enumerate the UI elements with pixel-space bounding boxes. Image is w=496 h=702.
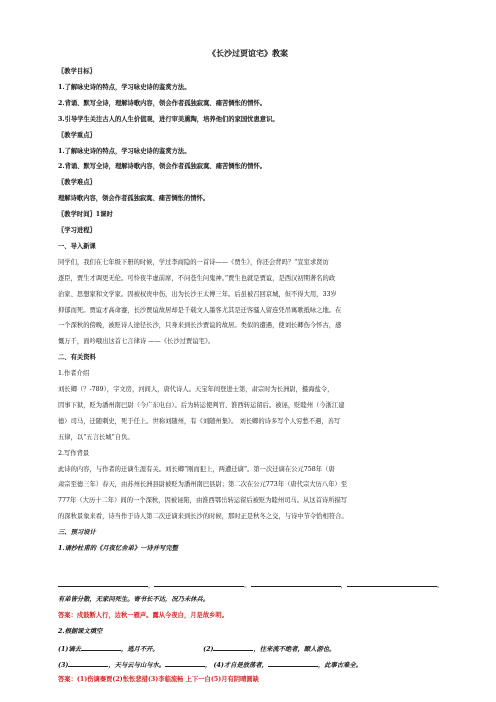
q2-item-1-text: ，逃月不开。 (120, 646, 159, 653)
answer-2: 答案：(1)伤谪秦贾(2)怅怅悲措(3)李临流畅 上下一白(5)月有阴晴圆缺 (58, 676, 259, 683)
q2-item-3-text: ，天与云与山与水。 (108, 662, 166, 669)
blank-separator: ， (340, 582, 347, 589)
text-line: 此诗的内容，与作者的迁谪生涯有关。刘长卿“刚而犯上，两遭迁谪”。第一次迁谪在公元758年（唐 (58, 465, 335, 473)
text-line: 五律，以“五言长城”自负。 (58, 433, 134, 441)
text-line: 2.背诵、默写全诗，理解诗歌内容，领会作者孤独寂寞、痛苦惆怅的情怀。 (58, 163, 267, 171)
text-line: 〖学习进程〗 (58, 227, 96, 234)
answer-1: 答案：戍鼓断人行，边秋一雁声。露从今夜白，月是故乡明。 (58, 612, 229, 619)
q2-item-3-sep: ， (205, 662, 212, 669)
text-line: 一、导入新课 (58, 242, 96, 250)
text-line: 慨万千，面吟哦出这首七言律诗 ——《长沙过贾谊宅》。 (58, 338, 215, 346)
fill-blank[interactable] (213, 644, 253, 651)
fill-blank[interactable] (165, 660, 205, 667)
text-line: 同学们，我们在七年级下册的时候，学过李商隐的一首诗——《贾生》，你还会背吗？“宣室求贤访 (58, 258, 329, 266)
text-line: 2.背诵、默写全诗，理解诗歌内容，领会作者孤独寂寞、痛苦惆怅的情怀。 (58, 99, 267, 107)
text-line: 1.了解咏史诗的特点，学习咏史诗的鉴赏方法。 (58, 83, 191, 91)
fill-blank[interactable] (154, 580, 244, 587)
fill-blank[interactable] (268, 660, 318, 667)
text-line: 德）司马，迁随刺史，死于任上。世称刘随州，有《刘随州集》。 刘长卿的诗多写个人穷愁不遇，善写 (58, 417, 341, 425)
question-2-heading: 2.根据课文填空 (58, 628, 103, 635)
fill-blank[interactable] (347, 580, 437, 587)
q2-item-4-tail: ，此事古难全。 (317, 662, 363, 669)
fill-blank-row (58, 580, 443, 590)
text-line: 逐臣，贾生才调更无伦。可怜夜半虚前席，不问苍生问鬼神。”贾生也就是贾谊，是西汉初期著名的政 (58, 274, 336, 282)
text-line: 3.引导学生关注古人的人生价值观，进行审美熏陶，培养他们的家国忧患意识。 (58, 115, 279, 123)
text-line: 〖教学难点〗 (58, 179, 96, 187)
text-line: 1.了解咏史诗的特点，学习咏史诗的鉴赏方法。 (58, 147, 191, 155)
text-line: 〖教学时间〗1课时 (58, 211, 113, 219)
fill-blank[interactable] (81, 644, 121, 651)
q2-item-3: (3) (58, 662, 69, 669)
text-line: 治家、思想家和文学家。因被权贵中伤，出为长沙王太傅三年。后虽被召回京城，但不得大用，33岁 (58, 290, 337, 298)
text-line: 理解诗歌内容，领会作者孤独寂寞、痛苦惆怅的情怀。 (58, 195, 210, 203)
q2-item-4: (4) (213, 662, 224, 669)
text-line: 〖教学目标〗 (58, 68, 96, 75)
blank-separator: 。 (244, 582, 251, 589)
q2-row-2 (58, 660, 362, 670)
text-line: 三、预习设计 (58, 529, 96, 537)
text-line: 的深秋景象来看，诗当作于诗人第二次迁谪来到长沙的时候，那时正是秋冬之交，与诗中节令恰相符合。 (58, 513, 348, 521)
text-line: 一个深秋的傍晚，被贬诗人途径长沙，只身来到长沙贾谊的故居。类似的遭遇，使刘长卿伤今怀古，感 (58, 322, 342, 330)
text-line: 2.写作背景 (58, 449, 90, 457)
text-line: 1.请抄杜甫的《月夜忆舍弟》一诗并写完整 (58, 545, 178, 552)
text-line: 刘长卿（？-789），字文房，河间人，唐代诗人。天宝年间登进士第，肃宗时为长洲尉，摄海盐令， (58, 386, 334, 393)
text-line: 抑郁而死。贾谊才高命蹇，长沙贾谊故居却是千载文人墨客尤其是迁客骚人留连凭吊寓歌抵咏之地。在 (58, 306, 342, 314)
text-line: 二、有关资料 (58, 354, 96, 362)
q2-item-4-text: 才自是放荡者， (223, 662, 268, 669)
text-line: 1.作者介绍 (58, 370, 90, 378)
text-line: 因事下狱，贬为潘州南巴尉（今广东电白）。后为转运使判官、淮西转运留后。被诬，贬睦州（今浙江建 (58, 401, 345, 409)
fill-blank[interactable] (58, 580, 148, 587)
blank-separator: 。 (436, 582, 444, 589)
text-line: 〖教学重点〗 (58, 131, 96, 139)
fill-blank[interactable] (68, 660, 108, 667)
q2-item-2: (2) (203, 646, 214, 653)
text-line: 777年（大历十二年）间的一个深秋，因被诬陷，由淮西鄂岳转运留后被贬为睦州司马。从这首诗所描写 (58, 497, 348, 505)
text-line: 肃宗至德三年）春天，由苏州长洲县尉被贬为潘州南巴县尉；第二次在公元773年（唐代宗大历八年）至 (58, 481, 348, 489)
q2-row-1 (58, 644, 335, 654)
q2-item-1: (1)谪去 (58, 646, 81, 653)
q2-item-2-text: ，往来流不绝者，瞭人游也。 (253, 646, 336, 653)
fill-blank[interactable] (251, 580, 341, 587)
blank-separator: ， (148, 582, 155, 589)
poem-line: 有弟皆分散，无家问死生。寄书长不达，况乃未休兵。 (58, 596, 210, 603)
document-title: 《长沙过贾谊宅》教案 (208, 48, 288, 58)
